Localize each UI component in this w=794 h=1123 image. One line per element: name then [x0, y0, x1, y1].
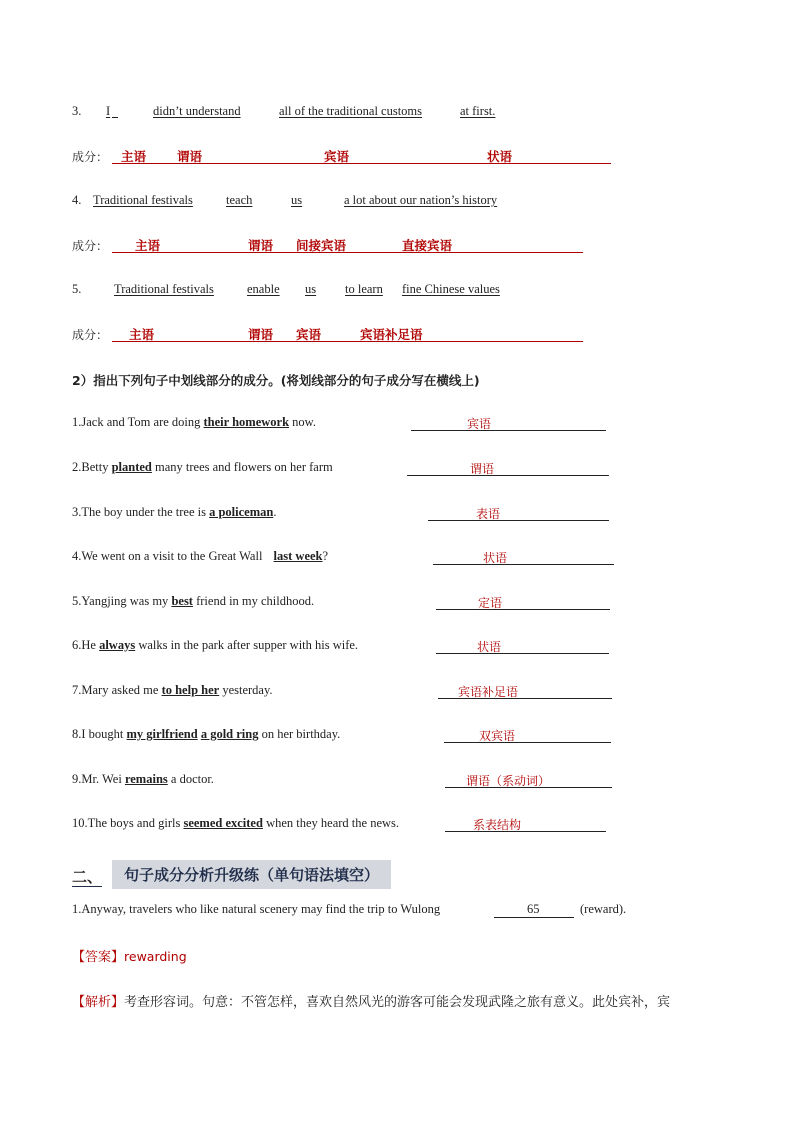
answer-text: 宾语补足语 [458, 685, 519, 699]
answer-text: 定语 [478, 596, 503, 610]
sentence-text: . [273, 505, 277, 519]
role-answer: 主语 [135, 238, 161, 253]
phrase: didn’t understand [153, 104, 241, 118]
phrase: fine Chinese values [402, 282, 500, 296]
underlined-part: last week [273, 549, 323, 563]
exercise-sentence [72, 683, 273, 698]
question-blank [494, 917, 574, 918]
phrase: to learn [345, 282, 383, 296]
answer-text: 系表结构 [473, 818, 522, 832]
sentence-text: many trees and flowers on her farm [151, 460, 333, 474]
phrase: all of the traditional customs [279, 104, 423, 118]
question-text: 1.Anyway, travelers who like natural scenery may find the trip to Wulong [72, 902, 441, 916]
underlined-part: best [171, 594, 193, 608]
section-number: 二、 [72, 868, 103, 886]
exercise-sentence [72, 772, 214, 787]
sentence-text: walks in the park after supper with his wife. [135, 638, 359, 652]
answer-value: rewarding [124, 949, 187, 964]
exercise-sentence [72, 549, 328, 564]
answer-line [72, 946, 187, 965]
sentence-text: 5.Yangjing was my [72, 594, 172, 608]
sentence-text: now. [289, 415, 317, 429]
sentence-text: 10.The boys and girls [72, 816, 184, 830]
underlined-part: remains [124, 772, 168, 786]
sentence-text: 1.Jack and Tom are doing [72, 415, 204, 429]
underline-pad [112, 104, 118, 118]
exercise-sentence [72, 727, 340, 742]
underlined-part: my girlfriend [126, 727, 198, 741]
answer-text: 双宾语 [479, 729, 516, 743]
sentence-text: 9.Mr. Wei [72, 772, 125, 786]
item-number: 5. [72, 282, 82, 296]
role-answer: 谓语 [177, 149, 203, 164]
role-answer: 间接宾语 [296, 238, 347, 253]
underlined-part: a gold ring [200, 727, 259, 741]
exercise-sentence [72, 638, 358, 653]
answer-blank [428, 520, 609, 521]
exercise-sentence [72, 460, 333, 475]
p1-item3-sentence [72, 104, 81, 119]
phrase: a lot about our nation’s history [344, 193, 498, 207]
phrase: at first. [460, 104, 496, 118]
sentence-text: on her birthday. [258, 727, 341, 741]
phrase: us [291, 193, 303, 207]
phrase: Traditional festivals [114, 282, 214, 296]
underlined-part: always [99, 638, 136, 652]
section-underline [72, 886, 102, 887]
answer-line [112, 252, 583, 253]
role-answer: 宾语 [296, 327, 322, 342]
sentence-text: when they heard the news. [262, 816, 400, 830]
exercise-sentence [72, 415, 316, 430]
analysis-text: 考查形容词。句意：不管怎样，喜欢自然风光的游客可能会发现武隆之旅有意义。此处宾补，宾 [124, 995, 671, 1010]
sentence-text: 8.I bought [72, 727, 127, 741]
phrase: us [305, 282, 317, 296]
answer-tag: 【答案】 [72, 950, 125, 965]
answer-text: 状语 [477, 640, 502, 654]
role-answer: 谓语 [248, 238, 274, 253]
question-number: 65 [527, 902, 540, 916]
role-answer: 直接宾语 [402, 238, 453, 253]
underlined-part: a policeman [209, 505, 274, 519]
roles-label: 成分： [72, 328, 109, 342]
sentence-text: 2.Betty [72, 460, 112, 474]
underlined-part: to help her [161, 683, 220, 697]
answer-line [112, 163, 611, 164]
answer-blank [436, 609, 610, 610]
sentence-text: yesterday. [219, 683, 273, 697]
sentence-text: 6.He [72, 638, 100, 652]
exercise-sentence [72, 505, 276, 520]
role-answer: 主语 [129, 327, 155, 342]
section-title [112, 860, 391, 889]
underlined-part: seemed excited [183, 816, 263, 830]
analysis-line [72, 991, 670, 1010]
sentence-text: friend in my childhood. [192, 594, 315, 608]
roles-label: 成分： [72, 239, 109, 253]
answer-text: 宾语 [467, 417, 492, 431]
sentence-text: 3.The boy under the tree is [72, 505, 210, 519]
question-hint: (reward). [580, 902, 627, 916]
phrase: Traditional festivals [93, 193, 193, 207]
sentence-text: 4.We went on a visit to the Great Wall [72, 549, 266, 563]
sentence-text: a doctor. [167, 772, 214, 786]
answer-blank [444, 742, 611, 743]
sentence-text: ? [322, 549, 329, 563]
answer-text: 状语 [483, 551, 508, 565]
phrase: teach [226, 193, 253, 207]
underlined-part: their homework [203, 415, 290, 429]
phrase: I [106, 104, 111, 118]
role-answer: 宾语 [324, 149, 350, 164]
answer-text: 表语 [476, 507, 501, 521]
answer-text: 谓语（系动词） [466, 774, 551, 788]
answer-blank [411, 430, 606, 431]
role-answer: 宾语补足语 [360, 327, 423, 342]
part2-heading: 2）指出下列句子中划线部分的成分。(将划线部分的句子成分写在横线上) [72, 373, 480, 388]
answer-blank [436, 653, 609, 654]
answer-blank [445, 831, 606, 832]
sentence-text: 7.Mary asked me [72, 683, 162, 697]
analysis-tag: 【解析】 [72, 995, 125, 1010]
role-answer: 谓语 [248, 327, 274, 342]
roles-label: 成分： [72, 150, 109, 164]
answer-blank [407, 475, 609, 476]
role-answer: 状语 [487, 149, 513, 164]
section-title-text: 句子成分分析升级练（单句语法填空） [124, 866, 380, 884]
item-number: 3. [72, 104, 82, 118]
answer-text: 谓语 [470, 462, 495, 476]
exercise-sentence [72, 594, 314, 609]
role-answer: 主语 [121, 149, 147, 164]
answer-blank [433, 564, 614, 565]
answer-line [112, 341, 583, 342]
underlined-part: planted [111, 460, 152, 474]
item-number: 4. [72, 193, 82, 207]
exercise-sentence [72, 816, 399, 831]
phrase: enable [247, 282, 280, 296]
